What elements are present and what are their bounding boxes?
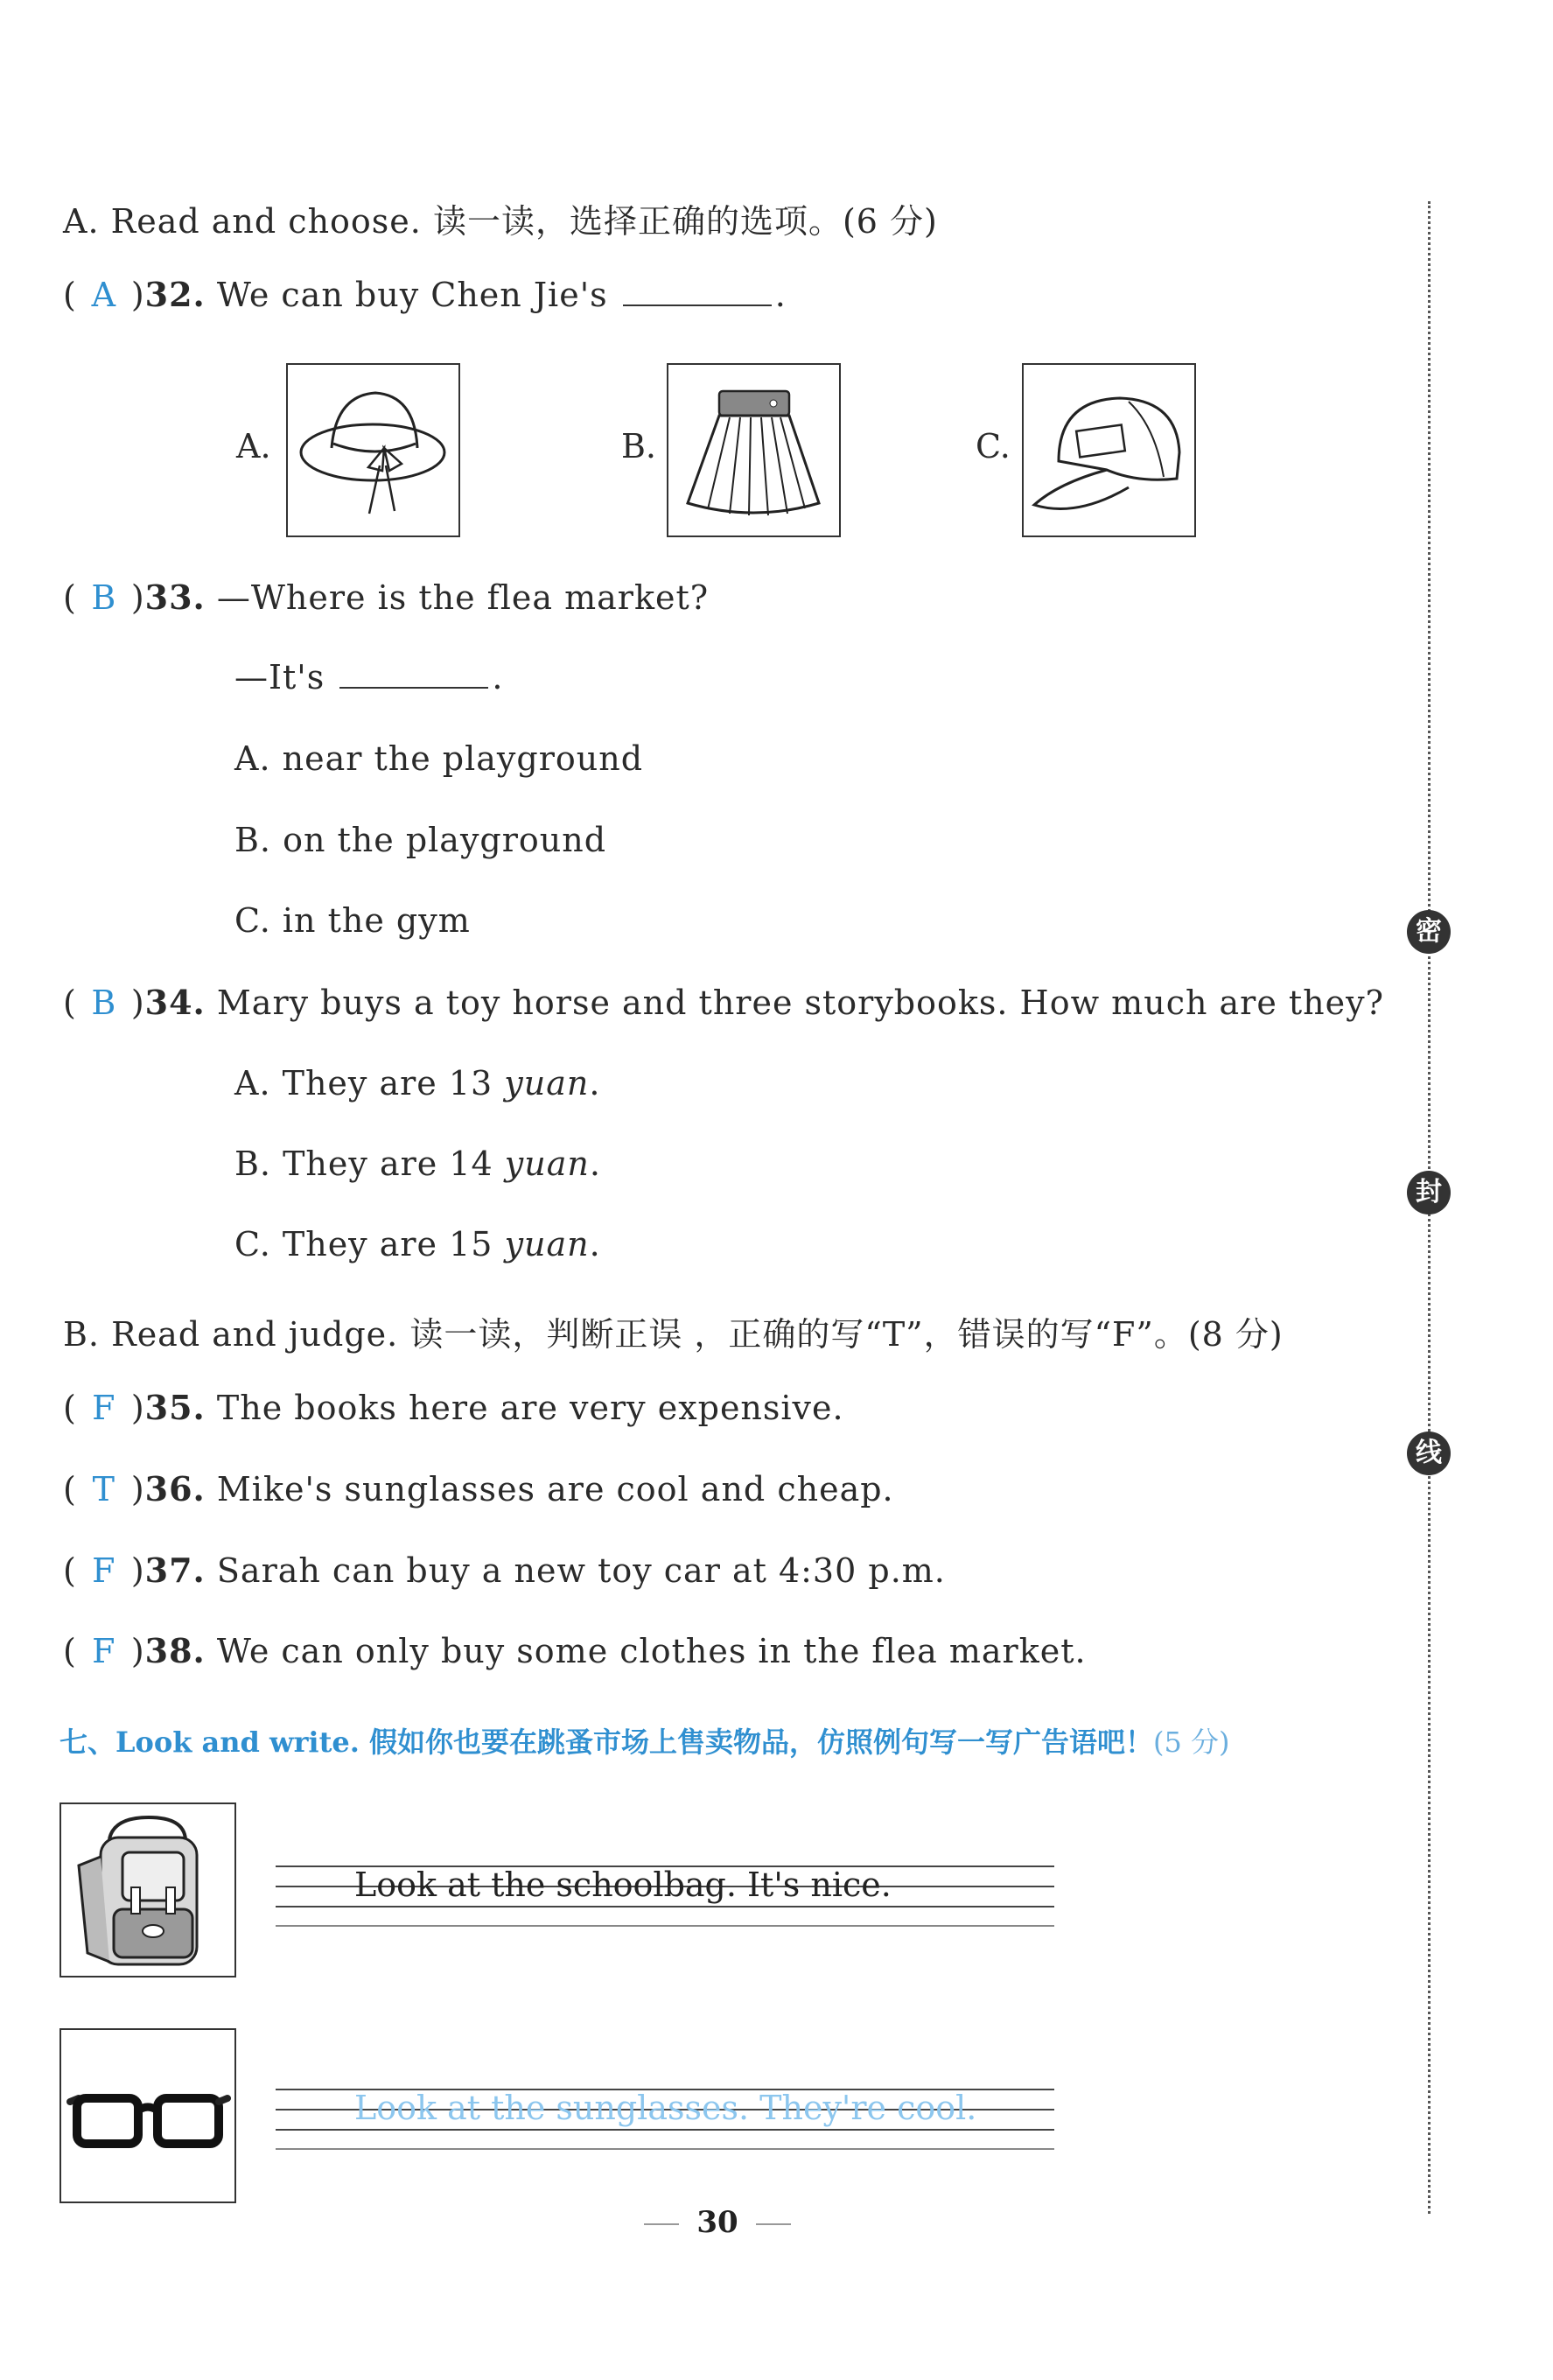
- period: .: [774, 276, 787, 314]
- page-number: 30: [696, 2205, 738, 2240]
- question-33: ( B )33. —Where is the flea market?: [63, 578, 710, 617]
- question-text: Mike's sunglasses are cool and cheap.: [216, 1470, 894, 1508]
- period: .: [589, 1064, 601, 1102]
- schoolbag-icon: [59, 1802, 236, 1978]
- question-34: ( B )34. Mary buys a toy horse and three storybooks. How much are they?: [63, 983, 1384, 1022]
- reply-line: [234, 658, 503, 696]
- question-text: —Where is the flea market?: [216, 578, 710, 617]
- skirt-icon[interactable]: [667, 363, 841, 537]
- question-number: 35.: [144, 1388, 206, 1427]
- question-37: ( F )37. Sarah can buy a new toy car at 4:30 p.m.: [63, 1550, 946, 1590]
- question-number: 33.: [144, 578, 206, 617]
- hat-icon[interactable]: [286, 363, 460, 537]
- question-38: ( F )38. We can only buy some clothes in the flea market.: [63, 1631, 1087, 1670]
- question-number: 37.: [144, 1550, 206, 1590]
- period: .: [589, 1144, 601, 1183]
- question-number: 34.: [144, 983, 206, 1022]
- option-b: B. on the playground: [234, 821, 607, 859]
- section-7-points: (5 分): [1153, 1726, 1230, 1759]
- section-b-title: B. Read and judge. 读一读，判断正误 ，正确的写“T”，错误的写“F”。(8 分): [63, 1315, 1284, 1354]
- answer-37[interactable]: F: [92, 1551, 116, 1590]
- answer-34[interactable]: B: [91, 984, 117, 1022]
- unit: yuan: [504, 1064, 590, 1102]
- period: .: [589, 1225, 601, 1264]
- answer-32[interactable]: A: [91, 276, 117, 314]
- example-writing-lines: [276, 1855, 1054, 1934]
- option-a: A. near the playground: [234, 739, 644, 778]
- sunglasses-icon: [59, 2028, 236, 2203]
- answer-sentence: Look at the sunglasses. They're cool.: [354, 2089, 977, 2127]
- period: .: [492, 658, 504, 696]
- option-c-label: C.: [976, 427, 1011, 466]
- option-text: C. They are 15: [234, 1225, 505, 1264]
- cap-icon[interactable]: [1022, 363, 1196, 537]
- unit: yuan: [504, 1225, 590, 1264]
- question-36: ( T )36. Mike's sunglasses are cool and cheap.: [63, 1469, 894, 1508]
- option-a-label: A.: [236, 427, 271, 466]
- question-32: ( A )32. We can buy Chen Jie's .: [63, 275, 787, 314]
- question-text: We can buy Chen Jie's: [216, 276, 608, 314]
- reply-text: —It's: [234, 658, 325, 696]
- seal-feng: 封: [1407, 1171, 1451, 1214]
- question-number: 32.: [144, 275, 206, 314]
- unit: yuan: [504, 1144, 590, 1183]
- option-c: [234, 1225, 601, 1264]
- section-7-title: [59, 1720, 1230, 1760]
- answer-35[interactable]: F: [92, 1389, 116, 1427]
- answer-38[interactable]: F: [92, 1632, 116, 1670]
- seal-mi: 密: [1407, 910, 1451, 954]
- seal-xian: 线: [1407, 1432, 1451, 1475]
- option-text: B. They are 14: [234, 1144, 505, 1183]
- page-number-footer: [0, 2205, 1435, 2240]
- question-text: We can only buy some clothes in the flea market.: [216, 1632, 1087, 1670]
- answer-blank[interactable]: [339, 662, 488, 689]
- answer-36[interactable]: T: [92, 1470, 115, 1508]
- question-text: Sarah can buy a new toy car at 4:30 p.m.: [216, 1551, 946, 1590]
- answer-blank[interactable]: [623, 280, 772, 306]
- section-7-text: 七、Look and write. 假如你也要在跳蚤市场上售卖物品，仿照例句写一写广告语吧！: [59, 1726, 1154, 1759]
- answer-writing-lines[interactable]: [276, 2078, 1054, 2157]
- question-35: ( F )35. The books here are very expensive.: [63, 1388, 844, 1427]
- option-a: [234, 1064, 600, 1102]
- example-sentence: Look at the schoolbag. It's nice.: [354, 1866, 892, 1904]
- option-b: [234, 1144, 601, 1183]
- option-c: C. in the gym: [234, 901, 471, 940]
- answer-33[interactable]: B: [91, 578, 117, 617]
- question-number: 38.: [144, 1631, 206, 1670]
- question-text: Mary buys a toy horse and three storybooks. How much are they?: [216, 984, 1384, 1022]
- section-a-title: A. Read and choose. 读一读，选择正确的选项。(6 分): [63, 202, 938, 241]
- option-text: A. They are 13: [234, 1064, 505, 1102]
- question-text: The books here are very expensive.: [216, 1389, 844, 1427]
- option-b-label: B.: [621, 427, 657, 466]
- question-number: 36.: [144, 1469, 206, 1508]
